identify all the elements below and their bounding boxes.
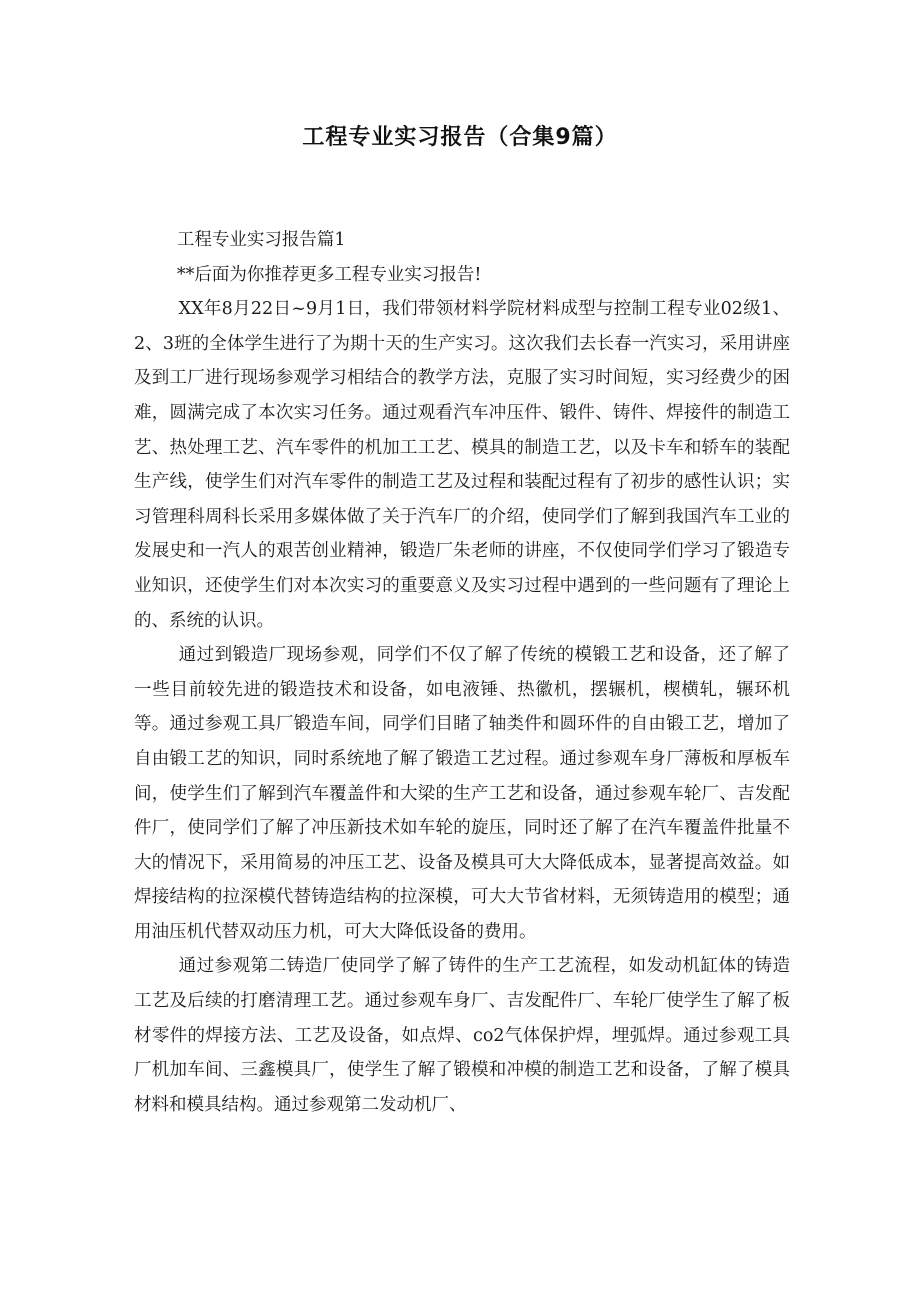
document-body	[134, 223, 790, 1122]
recommend-line: **后面为你推荐更多工程专业实习报告!	[176, 264, 482, 285]
section-heading: 工程专业实习报告篇1	[176, 230, 346, 250]
paragraph-2: 通过到锻造厂现场参观，同学们不仅了解了传统的模锻工艺和设备，还了解了一些目前较先进的锻造技术和设备，如电液锤、热徽机，摆辗机，楔横轧，辗环机等。通过参观工具厂锻造车间，同学们目睹了轴类件和圆环件的自由锻工艺，增加了自由锻工艺的知识，同时系统地了解了锻造工艺过程。通过参观车身厂薄板和厚板车间，使学生们了解到汽车覆盖件和大梁的生产工艺和设备，通过参观车轮厂、吉发配件厂，使同学们了解了冲压新技术如车轮的旋压，同时还了解了在汽车覆盖件批量不大的情况下，采用简易的冲压工艺、设备及模具可大大降低成本，显著提高效益。如焊接结构的拉深模代替铸造结构的拉深模，可大大节省材料，无须铸造用的模型；通用油压机代替双动压力机，可大大降低设备的费用。	[134, 645, 790, 942]
paragraph-1: XX年8月22日~9月1日，我们带领材料学院材料成型与控制工程专业02级1、2、3班的全体学生进行了为期十天的生产实习。这次我们去长春一汽实习，采用讲座及到工厂进行现场参观学习相结合的教学方法，克服了实习时间短，实习经费少的困难，圆满完成了本次实习任务。通过观看汽车冲压件、锻件、铸件、焊接件的制造工艺、热处理工艺、汽车零件的机加工工艺、模具的制造工艺，以及卡车和轿车的装配生产线，使学生们对汽车零件的制造工艺及过程和装配过程有了初步的感性认识；实习管理科周科长采用多媒体做了关于汽车厂的介绍，使同学们了解到我国汽车工业的发展史和一汽人的艰苦创业精神，锻造厂朱老师的讲座，不仅使同学们学习了锻造专业知识，还使学生们对本次实习的重要意义及实习过程中遇到的一些问题有了理论上的、系统的认识。	[134, 299, 790, 631]
paragraph-3: 通过参观第二铸造厂使同学了解了铸件的生产工艺流程，如发动机缸体的铸造工艺及后续的打磨清理工艺。通过参观车身厂、吉发配件厂、车轮厂使学生了解了板材零件的焊接方法、工艺及设备，如点焊、co2气体保护焊，埋弧焊。通过参观工具厂机加车间、三鑫模具厂，使学生了解了锻模和冲模的制造工艺和设备，了解了模具材料和模具结构。通过参观第二发动机厂、	[134, 956, 790, 1115]
document-title: 工程专业实习报告（合集9篇）	[302, 125, 618, 150]
